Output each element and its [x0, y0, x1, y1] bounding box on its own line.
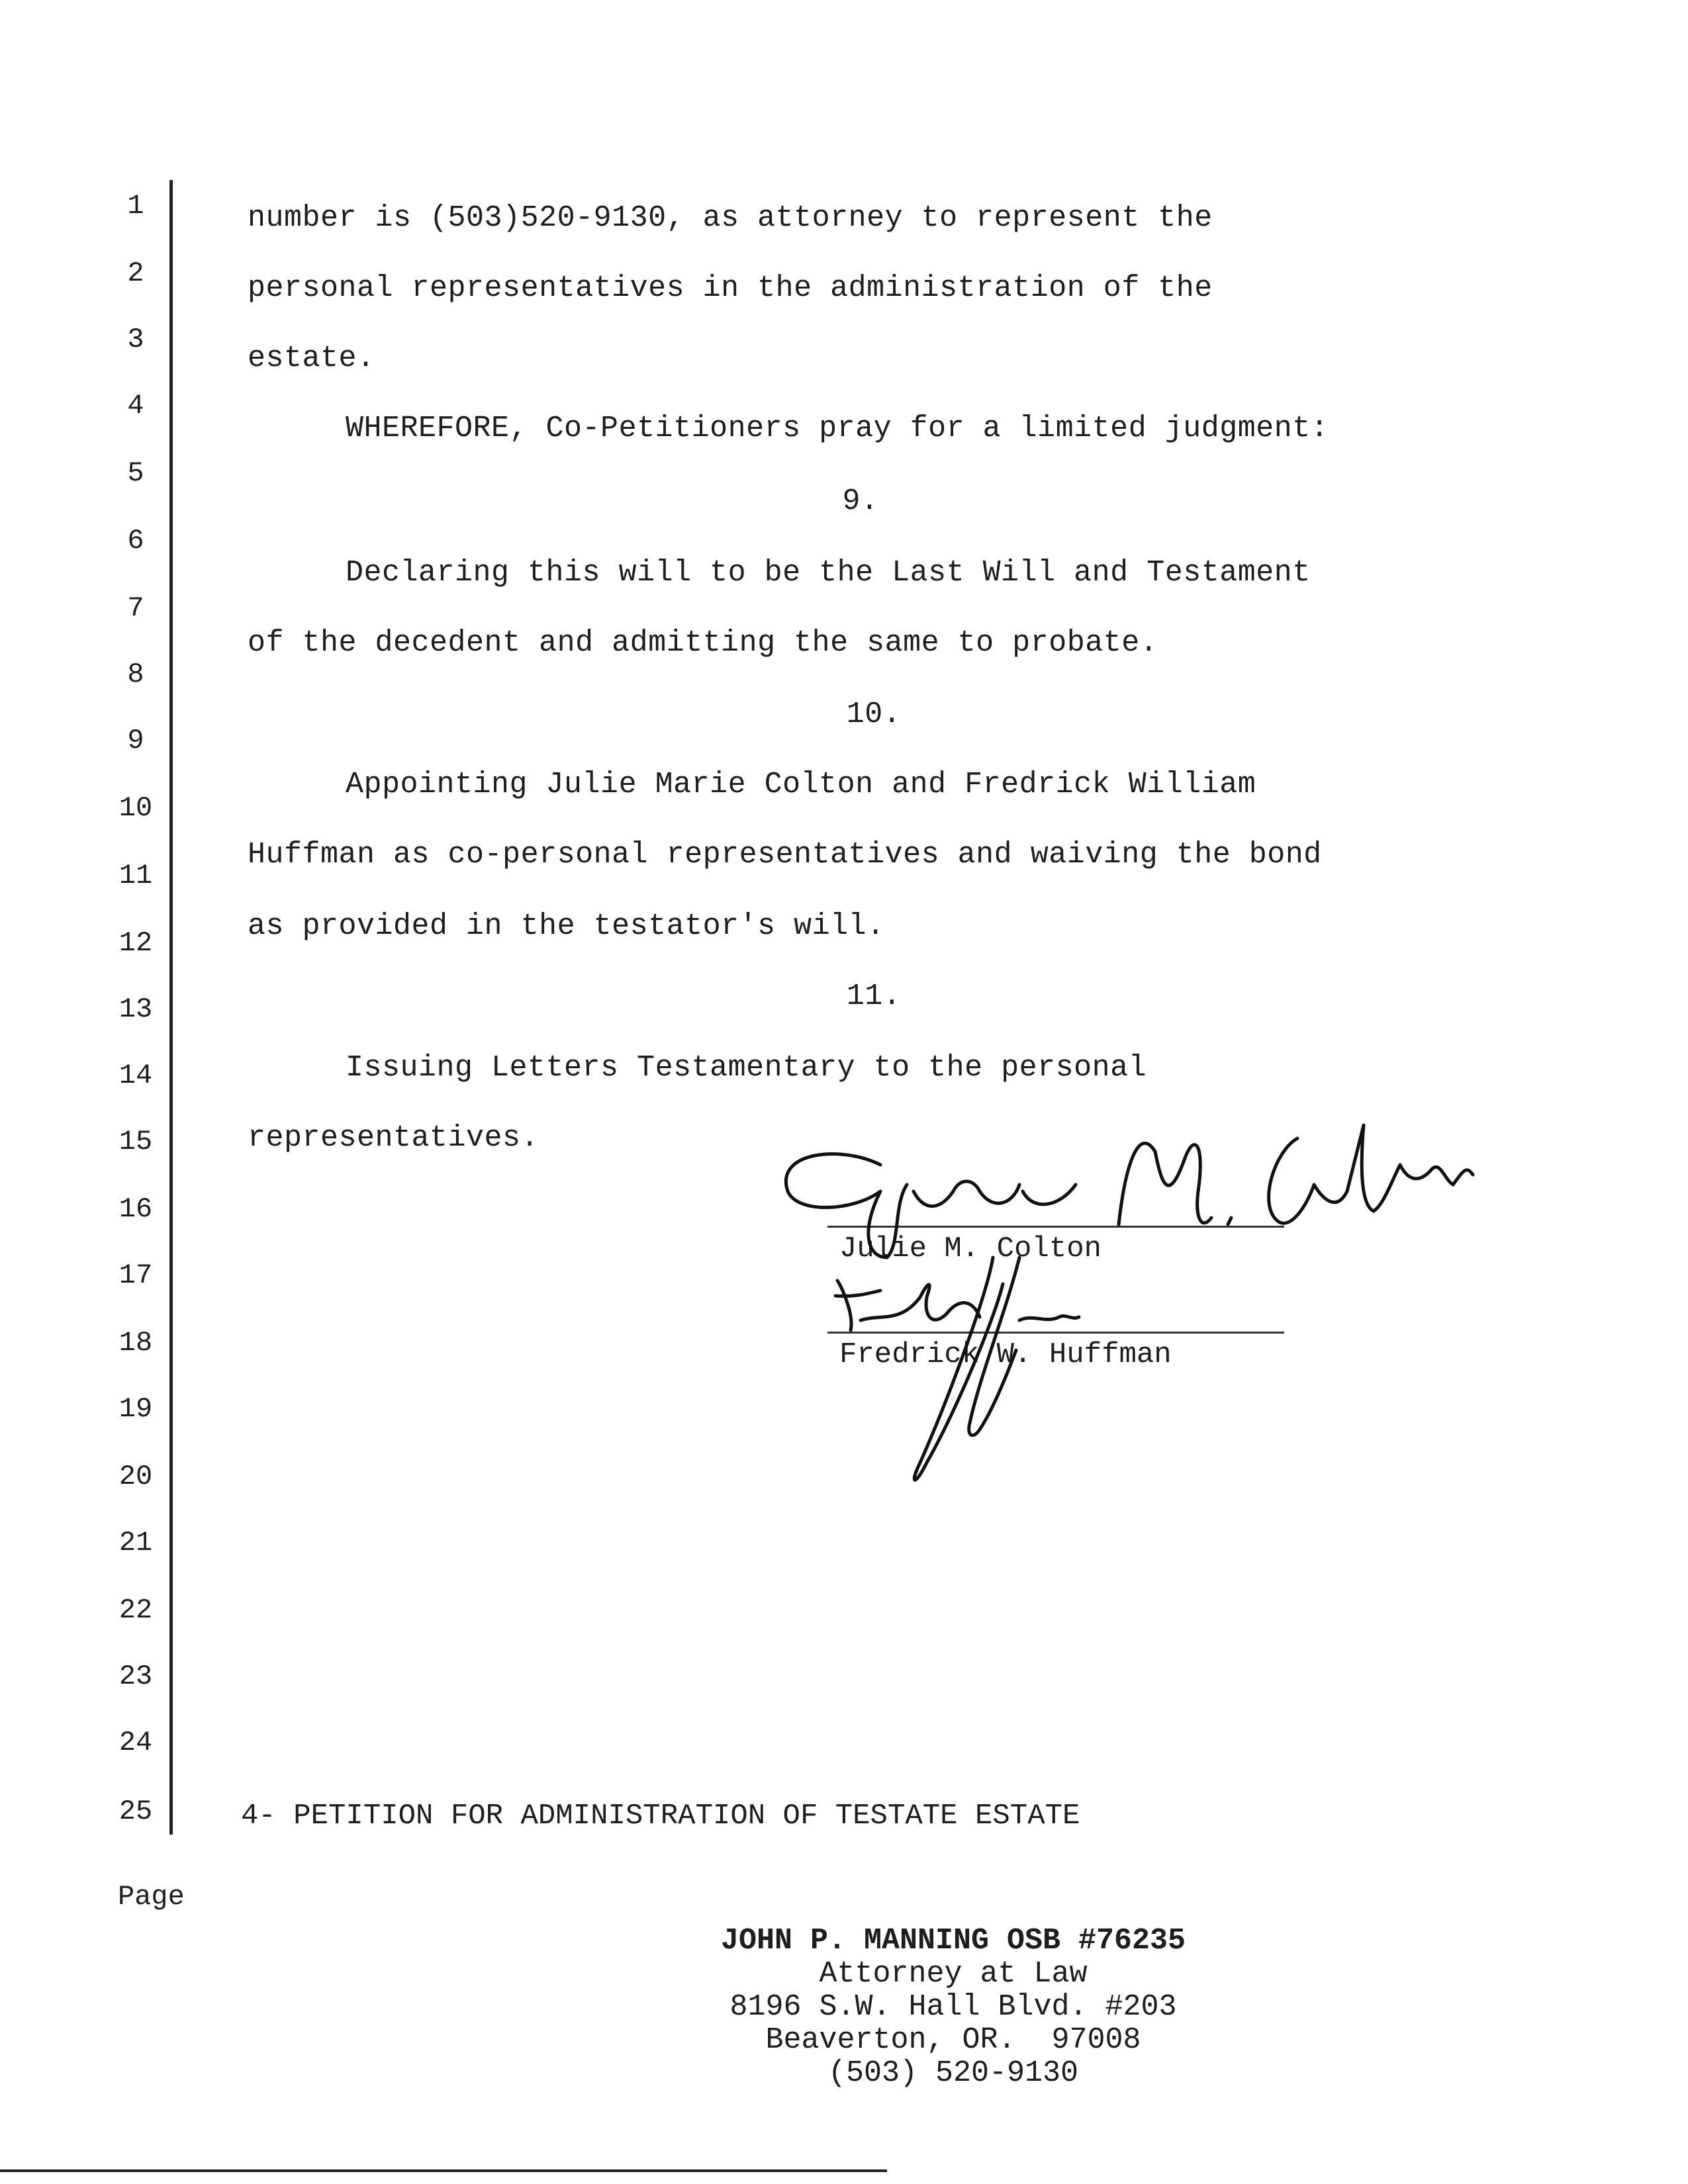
body-line-2: personal representatives in the administration of the [248, 271, 1213, 305]
body-line-14: Issuing Letters Testamentary to the personal [346, 1051, 1147, 1085]
signature-julie-colton [786, 1125, 1473, 1257]
body-line-7: of the decedent and admitting the same to probate. [248, 626, 1158, 660]
attorney-title: Attorney at Law [819, 1957, 1088, 1991]
paragraph-number-11: 11. [846, 979, 902, 1013]
paragraph-number-10: 10. [846, 698, 902, 731]
signer-name-1: Julie M. Colton [839, 1232, 1102, 1265]
line-number: 6 [127, 525, 144, 557]
line-number: 5 [127, 457, 144, 489]
attorney-block [635, 1925, 1271, 2090]
line-number: 21 [118, 1527, 153, 1559]
attorney-address: 8196 S.W. Hall Blvd. #203 [729, 1990, 1177, 2024]
line-number: 24 [118, 1727, 153, 1758]
line-number: 13 [118, 993, 153, 1025]
body-line-12: as provided in the testator's will. [248, 909, 885, 943]
paragraph-number-9: 9. [842, 484, 879, 518]
attorney-phone: (503) 520-9130 [827, 2056, 1079, 2090]
bottom-rule [0, 2169, 887, 2172]
line-number: 11 [118, 860, 153, 891]
wherefore-clause: WHEREFORE, Co-Petitioners pray for a limited judgment: [346, 412, 1329, 445]
line-number: 2 [127, 257, 144, 289]
body-line-10: Appointing Julie Marie Colton and Fredrick William [346, 768, 1256, 801]
body-line-11: Huffman as co-personal representatives and waiving the bond [248, 838, 1322, 872]
line-number: 1 [127, 190, 144, 222]
line-number: 18 [118, 1327, 153, 1359]
line-number: 8 [127, 659, 144, 690]
line-number: 14 [118, 1060, 153, 1091]
line-number: 12 [118, 927, 153, 959]
signature-fredrick-huffman [835, 1257, 1079, 1480]
line-number: 16 [118, 1193, 153, 1225]
line-number: 20 [118, 1461, 153, 1492]
line-number: 22 [118, 1594, 153, 1626]
signer-name-2: Fredrick W. Huffman [839, 1338, 1172, 1371]
page-label: Page [118, 1881, 185, 1913]
line-number: 10 [118, 792, 153, 824]
line-number: 19 [118, 1393, 153, 1425]
line-number: 25 [118, 1796, 153, 1827]
line-number: 7 [127, 592, 144, 624]
line-number: 4 [127, 390, 144, 422]
line-number: 17 [118, 1259, 153, 1291]
body-line-15: representatives. [248, 1121, 539, 1155]
line-number: 15 [118, 1126, 153, 1158]
line-number: 9 [127, 725, 144, 756]
body-line-1: number is (503)520-9130, as attorney to represent the [248, 201, 1213, 235]
line-number: 3 [127, 324, 144, 355]
body-line-6: Declaring this will to be the Last Will and Testament [346, 556, 1311, 590]
attorney-name: JOHN P. MANNING OSB #76235 [720, 1924, 1186, 1958]
attorney-city: Beaverton, OR. 97008 [765, 2023, 1141, 2057]
line-number: 23 [118, 1661, 153, 1692]
body-line-3: estate. [248, 341, 375, 375]
footer-title: 4- PETITION FOR ADMINISTRATION OF TESTATE ESTATE [241, 1799, 1080, 1833]
